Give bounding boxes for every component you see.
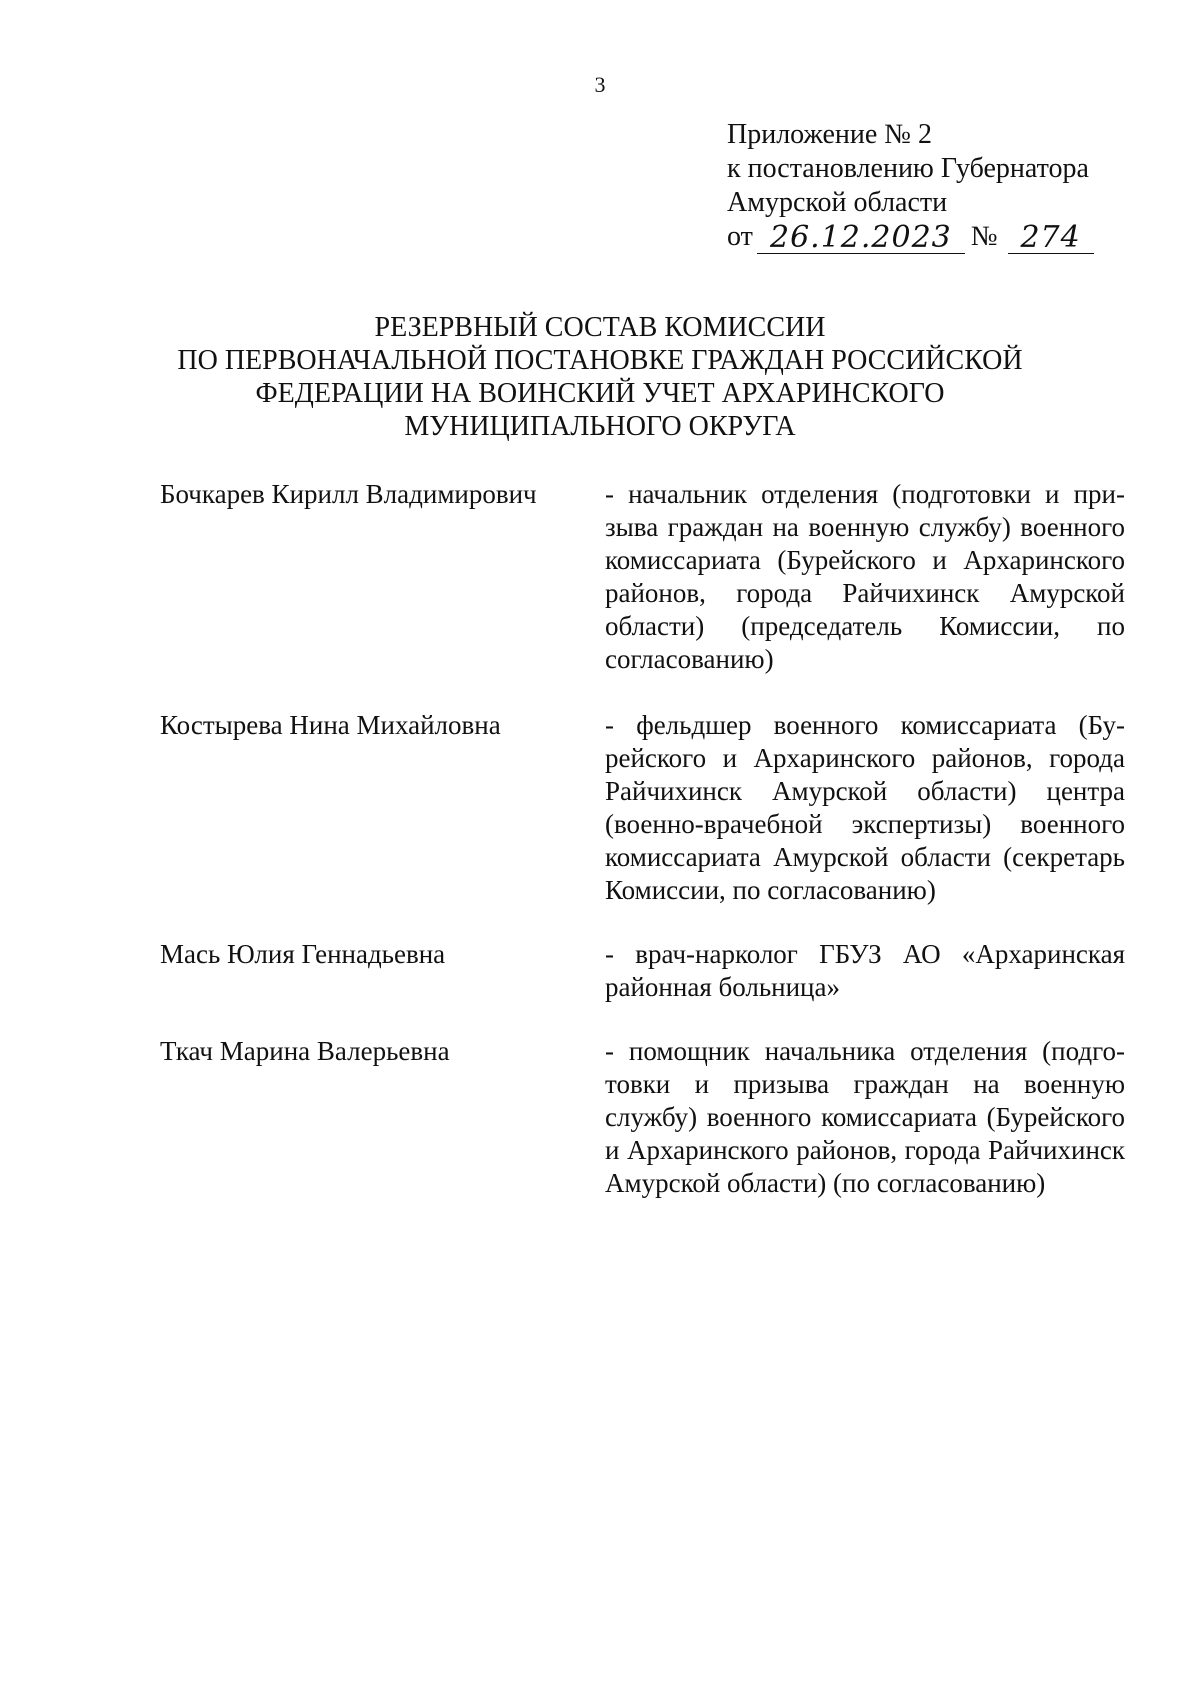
member-role: - врач-нарколог ГБУЗ АО «Архаринская районная больница» bbox=[605, 939, 1125, 1002]
member-role: - помощник начальника отделения (подготовки и призыва граждан на военную службу) военного комиссариата (Бурейского и Архаринского районов, города Райчихинск Амурской области) (по согласованию) bbox=[605, 1036, 1125, 1198]
title-line-4: МУНИЦИПАЛЬНОГО ОКРУГА bbox=[404, 411, 796, 442]
member-row bbox=[160, 1035, 1125, 1200]
member-name: Бочкарев Кирилл Владимирович bbox=[160, 479, 537, 509]
member-role: - начальник отделения (подготовки и призыва граждан на военную службу) военного комиссариата (Бурейского и Архаринского районов, города Райчихинск Амурской области) (председатель Комиссии, по согласованию) bbox=[605, 479, 1125, 674]
appendix-block bbox=[727, 118, 1167, 254]
member-name: Ткач Марина Валерьевна bbox=[160, 1036, 450, 1066]
members-list bbox=[160, 478, 1125, 1200]
member-name: Костырева Нина Михайловна bbox=[160, 710, 501, 740]
appendix-date-line bbox=[727, 220, 1167, 254]
appendix-title: Приложение № 2 bbox=[727, 119, 932, 150]
appendix-region: Амурской области bbox=[727, 187, 948, 218]
member-row bbox=[160, 938, 1125, 1035]
title-line-2: ПО ПЕРВОНАЧАЛЬНОЙ ПОСТАНОВКЕ ГРАЖДАН РОССИЙСКОЙ bbox=[177, 345, 1023, 376]
handwritten-date: 26.12.2023 bbox=[757, 223, 965, 254]
page-number: 3 bbox=[594, 72, 606, 97]
member-name: Мась Юлия Геннадьевна bbox=[160, 939, 446, 969]
member-role: - фельдшер военного комиссариата (Бурейского и Архаринского районов, города Райчихинск Амурской области) центра (военно-врачебной экспертизы) военного комиссариата Амурской области (секретарь Комиссии, по согласованию) bbox=[605, 710, 1125, 905]
appendix-decree-ref: к постановлению Губернатора bbox=[727, 153, 1089, 184]
date-prefix: от bbox=[727, 221, 753, 252]
number-prefix: № bbox=[970, 221, 998, 252]
member-row bbox=[160, 709, 1125, 938]
handwritten-number: 274 bbox=[1008, 223, 1094, 254]
member-row bbox=[160, 478, 1125, 709]
document-title bbox=[0, 311, 1200, 443]
title-line-3: ФЕДЕРАЦИИ НА ВОИНСКИЙ УЧЕТ АРХАРИНСКОГО bbox=[255, 378, 945, 409]
title-line-1: РЕЗЕРВНЫЙ СОСТАВ КОМИССИИ bbox=[374, 312, 826, 343]
